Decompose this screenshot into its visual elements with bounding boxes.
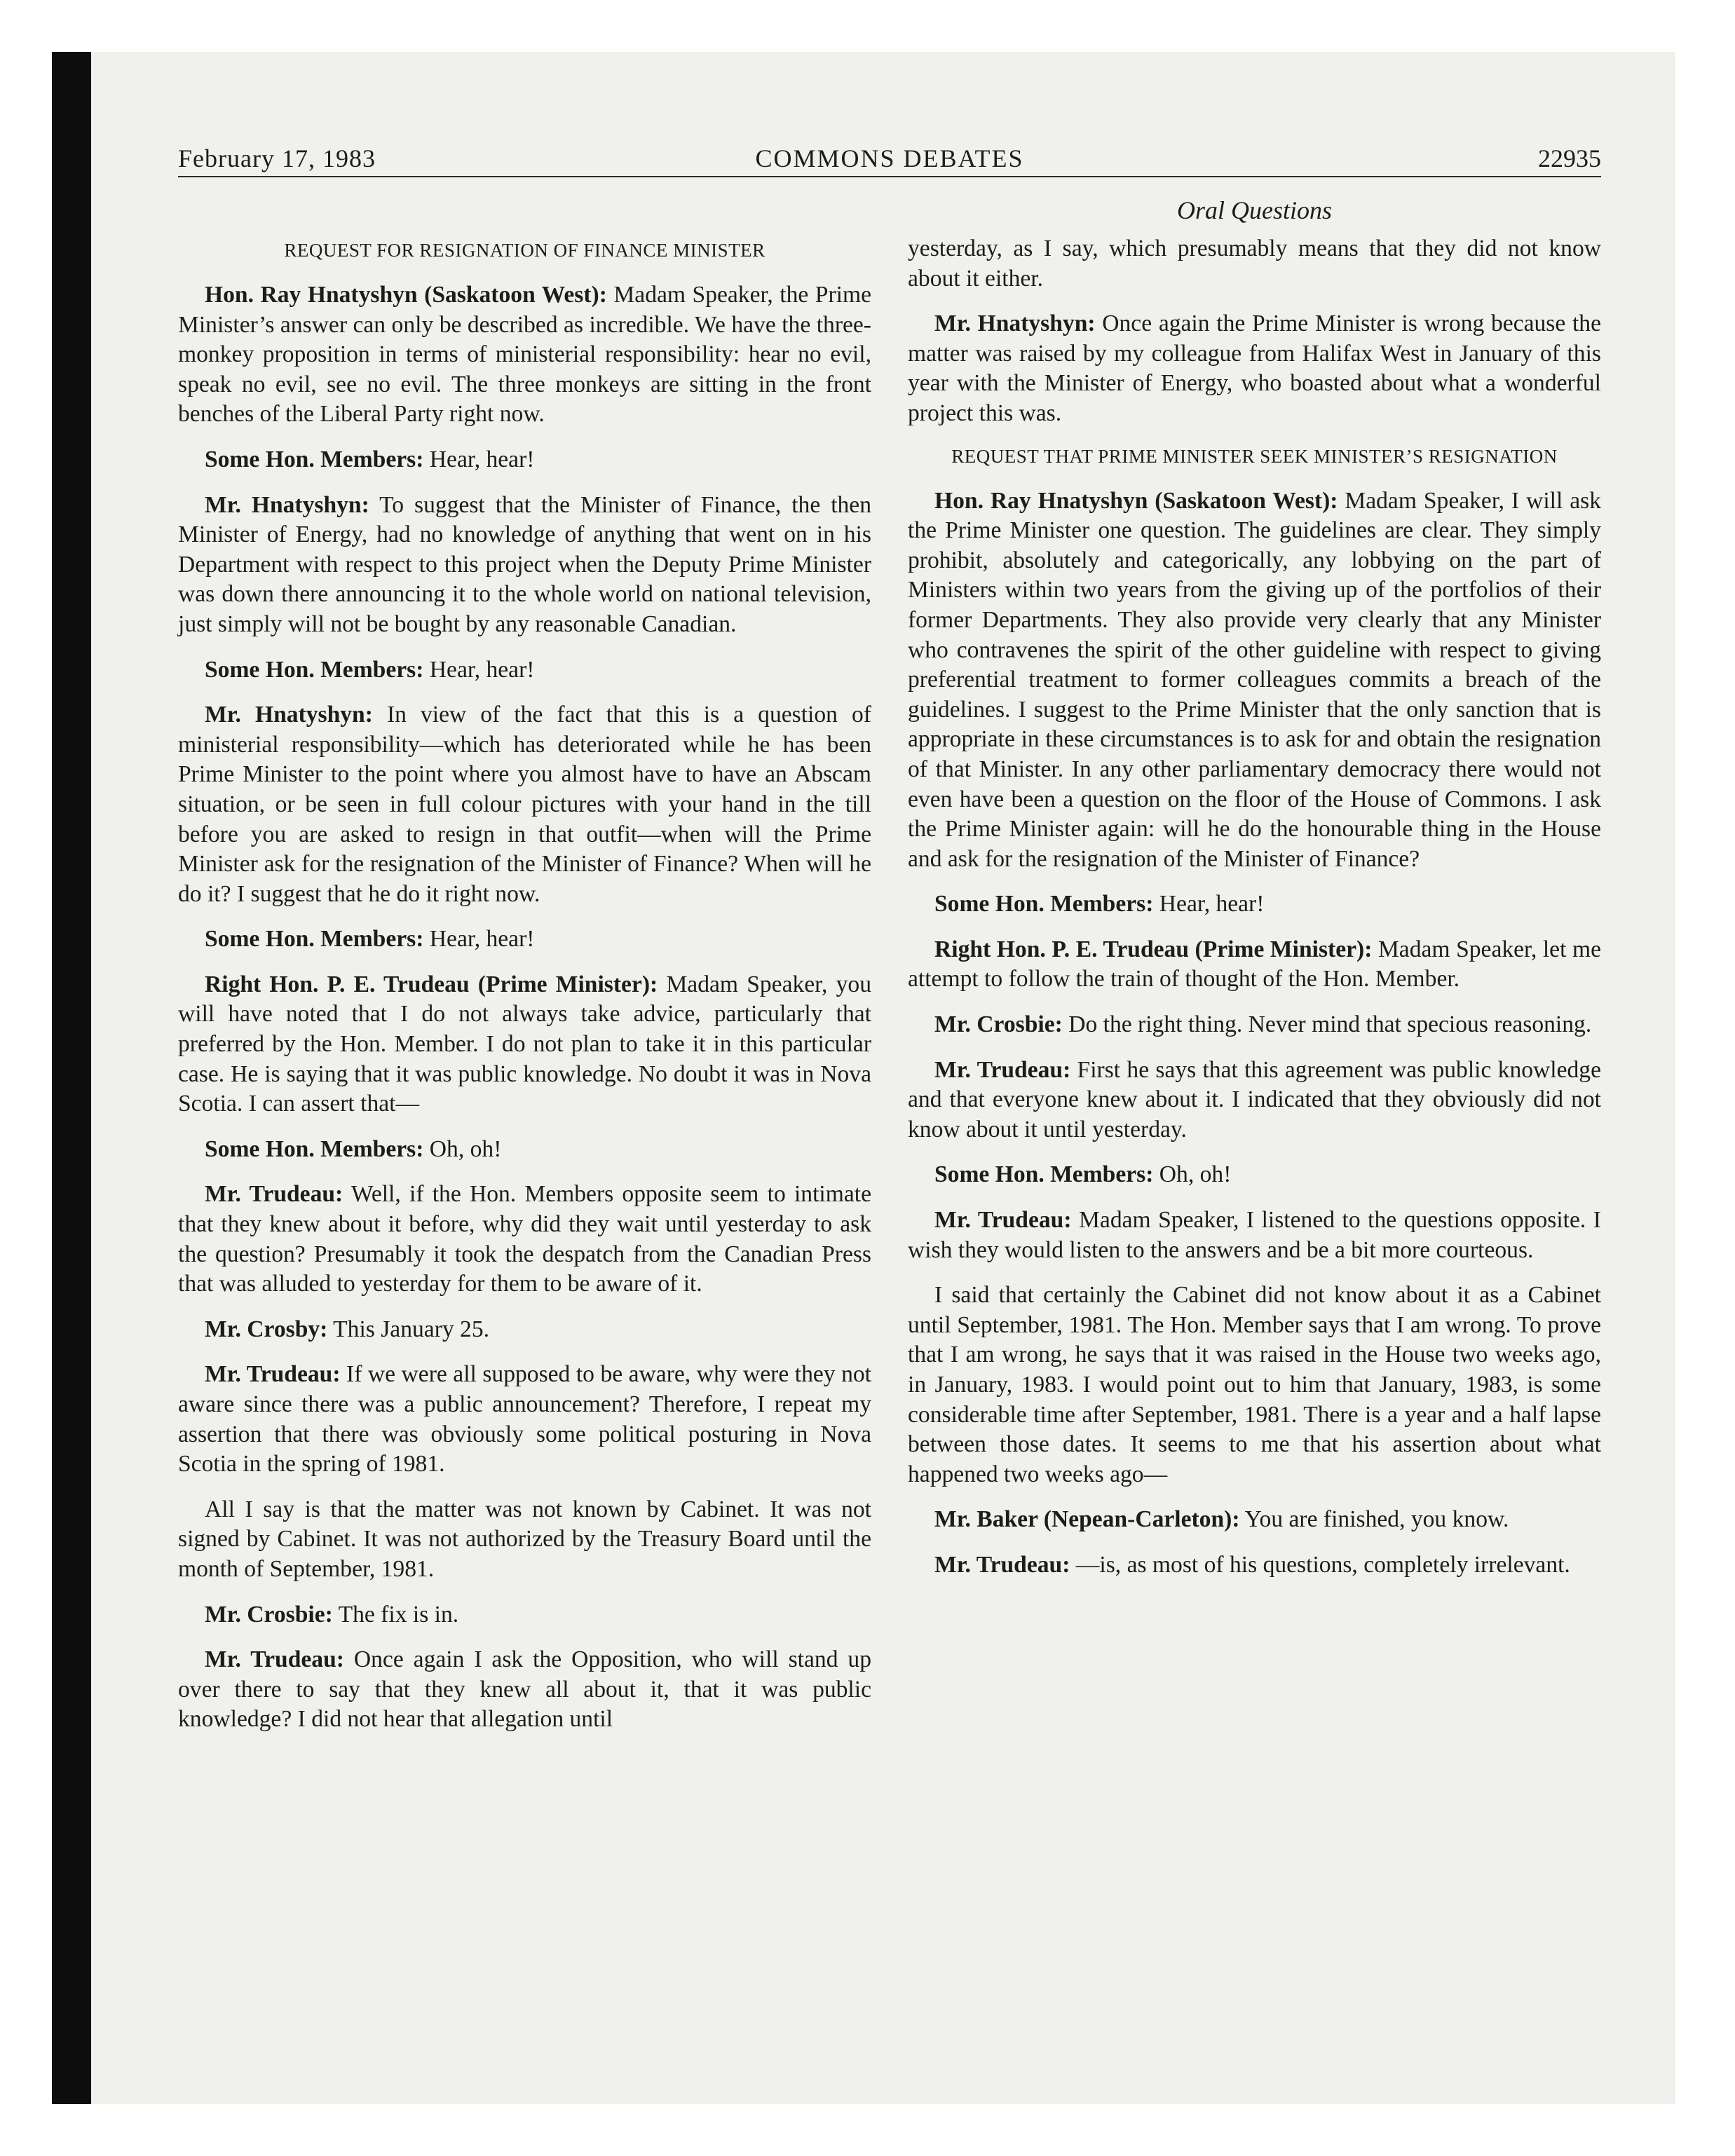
debate-paragraph <box>178 1180 871 1299</box>
speech-text: Madam Speaker, I listened to the questions opposite. I wish they would listen to the answers and be a bit more courteous. <box>908 1207 1601 1263</box>
speaker-name: Some Hon. Members: <box>934 891 1154 917</box>
debate-paragraph <box>178 970 871 1119</box>
speaker-name: Mr. Trudeau: <box>934 1207 1072 1234</box>
debate-paragraph <box>908 1550 1601 1581</box>
speech-text: Well, if the Hon. Members opposite seem to intimate that they knew about it before, why did they wait until yesterday to ask the question? Presumably it took the despatch from the Canadian Press that was alluded to yesterday for them to be aware of it. <box>178 1181 871 1297</box>
debate-paragraph <box>178 700 871 909</box>
speaker-name: Right Hon. P. E. Trudeau (Prime Minister): <box>205 971 658 997</box>
speaker-name: Mr. Baker (Nepean-Carleton): <box>934 1506 1240 1533</box>
speech-text: Madam Speaker, let me attempt to follow the train of thought of the Hon. Member. <box>908 936 1601 992</box>
speaker-name: Mr. Trudeau: <box>934 1551 1070 1578</box>
debate-paragraph <box>908 1010 1601 1040</box>
speech-text: —is, as most of his questions, completely irrelevant. <box>1070 1551 1570 1578</box>
speech-text: Do the right thing. Never mind that specious reasoning. <box>1062 1011 1592 1038</box>
speaker-name: Some Hon. Members: <box>205 1135 424 1162</box>
debate-paragraph <box>178 925 871 955</box>
speech-text: In view of the fact that this is a question of ministerial responsibility—which has deteriorated while he has been Prime Minister to the point where you almost have to have an Abscam situation, or be seen in full colour pictures with your hand in the till before you are asked to resign in that outfit—when will the Prime Minister ask for the resignation of the Minister of Finance? When will he do it? I suggest that he do it right now. <box>178 702 871 907</box>
speaker-name: Mr. Trudeau: <box>205 1181 343 1208</box>
debate-paragraph <box>908 1505 1601 1535</box>
debate-paragraph <box>908 1160 1601 1190</box>
speech-text: The fix is in. <box>332 1601 459 1628</box>
running-head: Oral Questions <box>1176 196 1332 224</box>
speaker-name: Mr. Trudeau: <box>205 1361 341 1388</box>
right-paragraphs-before-heading <box>908 309 1601 428</box>
speaker-name: Hon. Ray Hnatyshyn (Saskatoon West): <box>934 487 1338 514</box>
speaker-name: Mr. Crosbie: <box>934 1011 1063 1038</box>
right-column <box>908 234 1601 1596</box>
debate-paragraph <box>178 1495 871 1585</box>
debate-paragraph <box>178 1645 871 1735</box>
scan-edge-bar <box>52 52 91 2104</box>
speaker-name: Hon. Ray Hnatyshyn (Saskatoon West): <box>205 282 607 308</box>
left-paragraphs <box>178 280 871 1735</box>
speech-text: I said that certainly the Cabinet did not know about it as a Cabinet until September, 1981. The Hon. Member says that I am wrong. To prove that I am wrong, he says that it was raised in the House two weeks ago, in January, 1983. I would point out to him that January, 1983, is some considerable time after September, 1981. There is a year and a half lapse between those dates. It seems to me that his assertion about what happened two weeks ago— <box>908 1282 1601 1487</box>
speaker-name: Mr. Hnatyshyn: <box>934 311 1096 337</box>
speaker-name: Some Hon. Members: <box>934 1161 1154 1188</box>
speech-text: Hear, hear! <box>1153 891 1265 917</box>
speaker-name: Some Hon. Members: <box>205 446 424 472</box>
debate-paragraph <box>178 655 871 685</box>
speaker-name: Mr. Crosby: <box>205 1316 328 1342</box>
debate-paragraph <box>908 935 1601 995</box>
speech-text: If we were all supposed to be aware, why were they not aware since there was a public announcement? Therefore, I repeat my assertion that there was obviously some political posturing in Nova Scotia in the spring of 1981. <box>178 1361 871 1478</box>
debate-paragraph <box>178 1135 871 1165</box>
debate-paragraph <box>908 309 1601 428</box>
section-heading: REQUEST FOR RESIGNATION OF FINANCE MINISTER <box>284 240 766 261</box>
speaker-name: Mr. Hnatyshyn: <box>205 491 369 518</box>
header-rule <box>178 176 1601 177</box>
speech-text: Once again the Prime Minister is wrong because the matter was raised by my colleague from Halifax West in January of this year with the Minister of Energy, who boasted about what a wonderful project this was. <box>908 311 1601 426</box>
speaker-name: Some Hon. Members: <box>205 656 424 683</box>
speech-text: Madam Speaker, I will ask the Prime Minister one question. The guidelines are clear. They simply prohibit, absolutely and categorically, any lobbying on the part of Ministers within two years from the giving up of the portfolios of their former Departments. They also provide very clearly that any Minister who contravenes the spirit of the other guideline with respect to giving preferential treatment to former colleagues commits a breach of the guidelines. I suggest to the Prime Minister that the only sanction that is appropriate in these circumstances is to ask for and obtain the resignation of that Minister. In any other parliamentary democracy there would not even have been a question on the floor of the House of Commons. I ask the Prime Minister again: will he do the honourable thing in the House and ask for the resignation of the Minister of Finance? <box>908 487 1601 872</box>
speech-text: To suggest that the Minister of Finance, the then Minister of Energy, had no knowledge of anything that went on in his Department with respect to this project when the Deputy Prime Minister was down there announcing it to the whole world on national television, just simply will not be bought by any reasonable Canadian. <box>178 491 871 637</box>
debate-paragraph <box>178 445 871 475</box>
debate-paragraph <box>908 1281 1601 1489</box>
page-header <box>178 143 1601 174</box>
debate-paragraph <box>908 1056 1601 1145</box>
header-date: February 17, 1983 <box>178 144 376 172</box>
speech-text: You are finished, you know. <box>1239 1506 1509 1533</box>
debate-paragraph <box>908 889 1601 920</box>
speaker-name: Mr. Trudeau: <box>934 1056 1071 1083</box>
section-heading: REQUEST THAT PRIME MINISTER SEEK MINISTER’S RESIGNATION <box>951 445 1558 467</box>
speech-text: Hear, hear! <box>423 926 535 953</box>
speaker-name: Mr. Crosbie: <box>205 1601 333 1628</box>
speech-text: First he says that this agreement was public knowledge and that everyone knew about it. I indicated that they obviously did not know about it until yesterday. <box>908 1056 1601 1142</box>
debate-paragraph <box>178 1600 871 1630</box>
page-number: 22935 <box>1538 144 1601 172</box>
speech-text: Hear, hear! <box>423 446 535 472</box>
continued-paragraph: yesterday, as I say, which presumably means that they did not know about it either. <box>908 236 1601 292</box>
speech-text: Madam Speaker, the Prime Minister’s answer can only be described as incredible. We have the three-monkey proposition in terms of ministerial responsibility: hear no evil, speak no evil, see no evil. The three monkeys are sitting in the front benches of the Liberal Party right now. <box>178 282 871 428</box>
speaker-name: Right Hon. P. E. Trudeau (Prime Minister): <box>934 936 1373 962</box>
left-column <box>178 234 871 1750</box>
debate-paragraph <box>178 1360 871 1479</box>
speaker-name: Mr. Trudeau: <box>205 1646 344 1673</box>
speech-text: Oh, oh! <box>423 1135 502 1162</box>
speaker-name: Some Hon. Members: <box>205 926 424 953</box>
debate-paragraph <box>178 280 871 430</box>
speech-text: Once again I ask the Opposition, who will stand up over there to say that they knew all about it, that it was public knowledge? I did not hear that allegation until <box>178 1646 871 1733</box>
debate-paragraph <box>908 1206 1601 1265</box>
speech-text: Hear, hear! <box>423 656 535 683</box>
speech-text: This January 25. <box>327 1316 490 1342</box>
debate-paragraph <box>178 491 871 640</box>
right-paragraphs <box>908 486 1601 1581</box>
debate-paragraph <box>178 1315 871 1345</box>
speaker-name: Mr. Hnatyshyn: <box>205 702 373 728</box>
speech-text: Oh, oh! <box>1153 1161 1232 1188</box>
speech-text: All I say is that the matter was not known by Cabinet. It was not signed by Cabinet. It was not authorized by the Treasury Board until the month of September, 1981. <box>178 1496 871 1582</box>
debate-paragraph <box>908 486 1601 875</box>
header-title: COMMONS DEBATES <box>755 144 1024 172</box>
speech-text: Madam Speaker, you will have noted that I do not always take advice, particularly that preferred by the Hon. Member. I do not plan to take it in this particular case. He is saying that it was public knowledge. No doubt it was in Nova Scotia. I can assert that— <box>178 971 871 1117</box>
